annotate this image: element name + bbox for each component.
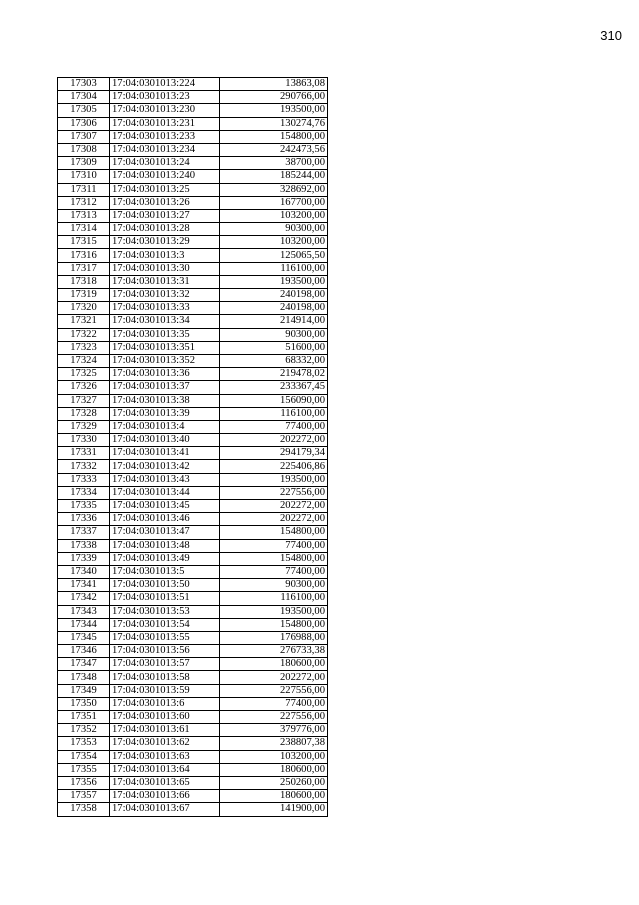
page-number: 310 bbox=[600, 28, 622, 43]
row-number: 17332 bbox=[58, 460, 110, 473]
row-number: 17321 bbox=[58, 315, 110, 328]
row-number: 17304 bbox=[58, 91, 110, 104]
cadastral-value: 154800,00 bbox=[220, 130, 328, 143]
cadastral-value: 167700,00 bbox=[220, 196, 328, 209]
row-number: 17348 bbox=[58, 671, 110, 684]
row-number: 17312 bbox=[58, 196, 110, 209]
row-number: 17340 bbox=[58, 565, 110, 578]
cadastral-number: 17:04:0301013:58 bbox=[110, 671, 220, 684]
cadastral-value: 240198,00 bbox=[220, 302, 328, 315]
cadastral-number: 17:04:0301013:56 bbox=[110, 645, 220, 658]
cadastral-number: 17:04:0301013:224 bbox=[110, 78, 220, 91]
cadastral-number: 17:04:0301013:63 bbox=[110, 750, 220, 763]
row-number: 17329 bbox=[58, 420, 110, 433]
cadastral-number: 17:04:0301013:233 bbox=[110, 130, 220, 143]
cadastral-value: 141900,00 bbox=[220, 803, 328, 816]
table-row bbox=[58, 671, 328, 684]
cadastral-number: 17:04:0301013:4 bbox=[110, 420, 220, 433]
cadastral-value: 154800,00 bbox=[220, 526, 328, 539]
table-row bbox=[58, 473, 328, 486]
cadastral-number: 17:04:0301013:35 bbox=[110, 328, 220, 341]
cadastral-number: 17:04:0301013:51 bbox=[110, 592, 220, 605]
cadastral-number: 17:04:0301013:40 bbox=[110, 434, 220, 447]
table-row bbox=[58, 157, 328, 170]
table-row bbox=[58, 737, 328, 750]
table-row bbox=[58, 460, 328, 473]
cadastral-number: 17:04:0301013:26 bbox=[110, 196, 220, 209]
row-number: 17345 bbox=[58, 631, 110, 644]
row-number: 17331 bbox=[58, 447, 110, 460]
row-number: 17318 bbox=[58, 275, 110, 288]
table-row bbox=[58, 631, 328, 644]
table-row bbox=[58, 91, 328, 104]
table-row bbox=[58, 104, 328, 117]
cadastral-number: 17:04:0301013:6 bbox=[110, 697, 220, 710]
cadastral-number: 17:04:0301013:43 bbox=[110, 473, 220, 486]
cadastral-value: 125065,50 bbox=[220, 249, 328, 262]
cadastral-value: 233367,45 bbox=[220, 381, 328, 394]
cadastral-value: 154800,00 bbox=[220, 552, 328, 565]
table-row bbox=[58, 750, 328, 763]
row-number: 17354 bbox=[58, 750, 110, 763]
row-number: 17344 bbox=[58, 618, 110, 631]
row-number: 17346 bbox=[58, 645, 110, 658]
table-row bbox=[58, 394, 328, 407]
cadastral-number: 17:04:0301013:37 bbox=[110, 381, 220, 394]
cadastral-number: 17:04:0301013:57 bbox=[110, 658, 220, 671]
table-row bbox=[58, 434, 328, 447]
table-row bbox=[58, 565, 328, 578]
row-number: 17349 bbox=[58, 684, 110, 697]
cadastral-number: 17:04:0301013:36 bbox=[110, 368, 220, 381]
table-row bbox=[58, 658, 328, 671]
cadastral-value: 90300,00 bbox=[220, 223, 328, 236]
table-row bbox=[58, 196, 328, 209]
cadastral-number: 17:04:0301013:5 bbox=[110, 565, 220, 578]
cadastral-number: 17:04:0301013:66 bbox=[110, 790, 220, 803]
table-row bbox=[58, 170, 328, 183]
table-row bbox=[58, 354, 328, 367]
cadastral-number: 17:04:0301013:50 bbox=[110, 579, 220, 592]
row-number: 17333 bbox=[58, 473, 110, 486]
cadastral-number: 17:04:0301013:3 bbox=[110, 249, 220, 262]
table-row bbox=[58, 724, 328, 737]
table-row bbox=[58, 803, 328, 816]
table-row bbox=[58, 486, 328, 499]
cadastral-value: 227556,00 bbox=[220, 486, 328, 499]
cadastral-number: 17:04:0301013:29 bbox=[110, 236, 220, 249]
cadastral-value: 176988,00 bbox=[220, 631, 328, 644]
row-number: 17315 bbox=[58, 236, 110, 249]
table-row bbox=[58, 579, 328, 592]
cadastral-value: 250260,00 bbox=[220, 776, 328, 789]
table-row bbox=[58, 407, 328, 420]
row-number: 17314 bbox=[58, 223, 110, 236]
cadastral-number: 17:04:0301013:44 bbox=[110, 486, 220, 499]
cadastral-number: 17:04:0301013:46 bbox=[110, 513, 220, 526]
cadastral-value: 202272,00 bbox=[220, 671, 328, 684]
cadastral-value: 154800,00 bbox=[220, 618, 328, 631]
cadastral-value: 77400,00 bbox=[220, 420, 328, 433]
cadastral-number: 17:04:0301013:351 bbox=[110, 341, 220, 354]
cadastral-value: 193500,00 bbox=[220, 605, 328, 618]
cadastral-number: 17:04:0301013:234 bbox=[110, 143, 220, 156]
table-row bbox=[58, 500, 328, 513]
cadastral-number: 17:04:0301013:34 bbox=[110, 315, 220, 328]
row-number: 17324 bbox=[58, 354, 110, 367]
cadastral-number: 17:04:0301013:27 bbox=[110, 209, 220, 222]
row-number: 17342 bbox=[58, 592, 110, 605]
row-number: 17353 bbox=[58, 737, 110, 750]
row-number: 17351 bbox=[58, 711, 110, 724]
cadastral-value: 328692,00 bbox=[220, 183, 328, 196]
row-number: 17311 bbox=[58, 183, 110, 196]
cadastral-value: 227556,00 bbox=[220, 711, 328, 724]
cadastral-number: 17:04:0301013:42 bbox=[110, 460, 220, 473]
cadastral-value: 68332,00 bbox=[220, 354, 328, 367]
table-row bbox=[58, 763, 328, 776]
cadastral-value: 130274,76 bbox=[220, 117, 328, 130]
cadastral-number: 17:04:0301013:61 bbox=[110, 724, 220, 737]
cadastral-number: 17:04:0301013:64 bbox=[110, 763, 220, 776]
table-row bbox=[58, 262, 328, 275]
row-number: 17352 bbox=[58, 724, 110, 737]
cadastral-number: 17:04:0301013:31 bbox=[110, 275, 220, 288]
cadastral-number: 17:04:0301013:65 bbox=[110, 776, 220, 789]
cadastral-value: 202272,00 bbox=[220, 434, 328, 447]
row-number: 17339 bbox=[58, 552, 110, 565]
cadastral-value: 180600,00 bbox=[220, 658, 328, 671]
cadastral-value: 294179,34 bbox=[220, 447, 328, 460]
table-row bbox=[58, 143, 328, 156]
cadastral-value: 193500,00 bbox=[220, 473, 328, 486]
cadastral-value: 180600,00 bbox=[220, 790, 328, 803]
row-number: 17343 bbox=[58, 605, 110, 618]
cadastral-number: 17:04:0301013:49 bbox=[110, 552, 220, 565]
cadastral-value: 90300,00 bbox=[220, 579, 328, 592]
table-row bbox=[58, 790, 328, 803]
cadastral-number: 17:04:0301013:28 bbox=[110, 223, 220, 236]
cadastral-number: 17:04:0301013:62 bbox=[110, 737, 220, 750]
row-number: 17347 bbox=[58, 658, 110, 671]
cadastral-value: 51600,00 bbox=[220, 341, 328, 354]
row-number: 17330 bbox=[58, 434, 110, 447]
cadastral-value: 103200,00 bbox=[220, 209, 328, 222]
row-number: 17303 bbox=[58, 78, 110, 91]
cadastral-value: 13863,08 bbox=[220, 78, 328, 91]
cadastral-value: 290766,00 bbox=[220, 91, 328, 104]
cadastral-value: 225406,86 bbox=[220, 460, 328, 473]
table-row bbox=[58, 275, 328, 288]
table-row bbox=[58, 183, 328, 196]
table-row bbox=[58, 697, 328, 710]
row-number: 17310 bbox=[58, 170, 110, 183]
cadastral-value: 276733,38 bbox=[220, 645, 328, 658]
cadastral-number: 17:04:0301013:47 bbox=[110, 526, 220, 539]
row-number: 17325 bbox=[58, 368, 110, 381]
row-number: 17350 bbox=[58, 697, 110, 710]
cadastral-number: 17:04:0301013:41 bbox=[110, 447, 220, 460]
row-number: 17309 bbox=[58, 157, 110, 170]
table-row bbox=[58, 539, 328, 552]
table-row bbox=[58, 368, 328, 381]
table-row bbox=[58, 684, 328, 697]
row-number: 17327 bbox=[58, 394, 110, 407]
row-number: 17323 bbox=[58, 341, 110, 354]
cadastral-number: 17:04:0301013:59 bbox=[110, 684, 220, 697]
row-number: 17319 bbox=[58, 289, 110, 302]
cadastral-value: 227556,00 bbox=[220, 684, 328, 697]
table-body bbox=[58, 78, 328, 817]
table-row bbox=[58, 315, 328, 328]
cadastral-number: 17:04:0301013:39 bbox=[110, 407, 220, 420]
row-number: 17336 bbox=[58, 513, 110, 526]
cadastral-value: 38700,00 bbox=[220, 157, 328, 170]
table-row bbox=[58, 302, 328, 315]
cadastral-number: 17:04:0301013:38 bbox=[110, 394, 220, 407]
row-number: 17317 bbox=[58, 262, 110, 275]
cadastral-number: 17:04:0301013:25 bbox=[110, 183, 220, 196]
row-number: 17357 bbox=[58, 790, 110, 803]
cadastral-value: 116100,00 bbox=[220, 262, 328, 275]
table-row bbox=[58, 526, 328, 539]
cadastral-value: 77400,00 bbox=[220, 697, 328, 710]
cadastral-value: 103200,00 bbox=[220, 750, 328, 763]
table-row bbox=[58, 117, 328, 130]
cadastral-value: 185244,00 bbox=[220, 170, 328, 183]
cadastral-value: 193500,00 bbox=[220, 275, 328, 288]
cadastral-value: 180600,00 bbox=[220, 763, 328, 776]
cadastral-value: 202272,00 bbox=[220, 513, 328, 526]
row-number: 17341 bbox=[58, 579, 110, 592]
row-number: 17328 bbox=[58, 407, 110, 420]
cadastral-number: 17:04:0301013:54 bbox=[110, 618, 220, 631]
row-number: 17335 bbox=[58, 500, 110, 513]
table-row bbox=[58, 711, 328, 724]
cadastral-value: 156090,00 bbox=[220, 394, 328, 407]
cadastral-number: 17:04:0301013:230 bbox=[110, 104, 220, 117]
table-row bbox=[58, 236, 328, 249]
row-number: 17358 bbox=[58, 803, 110, 816]
cadastral-number: 17:04:0301013:67 bbox=[110, 803, 220, 816]
row-number: 17320 bbox=[58, 302, 110, 315]
cadastral-number: 17:04:0301013:24 bbox=[110, 157, 220, 170]
cadastral-number: 17:04:0301013:53 bbox=[110, 605, 220, 618]
row-number: 17338 bbox=[58, 539, 110, 552]
table-row bbox=[58, 341, 328, 354]
table-row bbox=[58, 513, 328, 526]
table-row bbox=[58, 130, 328, 143]
cadastral-value: 116100,00 bbox=[220, 592, 328, 605]
row-number: 17313 bbox=[58, 209, 110, 222]
table-row bbox=[58, 420, 328, 433]
row-number: 17308 bbox=[58, 143, 110, 156]
table-row bbox=[58, 289, 328, 302]
cadastral-value: 240198,00 bbox=[220, 289, 328, 302]
table-row bbox=[58, 381, 328, 394]
cadastral-value-table bbox=[57, 77, 328, 817]
row-number: 17337 bbox=[58, 526, 110, 539]
cadastral-value: 116100,00 bbox=[220, 407, 328, 420]
cadastral-number: 17:04:0301013:240 bbox=[110, 170, 220, 183]
cadastral-number: 17:04:0301013:33 bbox=[110, 302, 220, 315]
table-row bbox=[58, 249, 328, 262]
table-row bbox=[58, 605, 328, 618]
table-row bbox=[58, 447, 328, 460]
table-row bbox=[58, 592, 328, 605]
cadastral-value: 219478,02 bbox=[220, 368, 328, 381]
cadastral-value: 214914,00 bbox=[220, 315, 328, 328]
table-row bbox=[58, 645, 328, 658]
cadastral-number: 17:04:0301013:23 bbox=[110, 91, 220, 104]
cadastral-number: 17:04:0301013:60 bbox=[110, 711, 220, 724]
cadastral-number: 17:04:0301013:48 bbox=[110, 539, 220, 552]
table-row bbox=[58, 223, 328, 236]
cadastral-value: 90300,00 bbox=[220, 328, 328, 341]
cadastral-number: 17:04:0301013:45 bbox=[110, 500, 220, 513]
row-number: 17326 bbox=[58, 381, 110, 394]
row-number: 17355 bbox=[58, 763, 110, 776]
table-row bbox=[58, 776, 328, 789]
cadastral-value: 242473,56 bbox=[220, 143, 328, 156]
cadastral-number: 17:04:0301013:352 bbox=[110, 354, 220, 367]
cadastral-number: 17:04:0301013:32 bbox=[110, 289, 220, 302]
cadastral-number: 17:04:0301013:231 bbox=[110, 117, 220, 130]
cadastral-value: 193500,00 bbox=[220, 104, 328, 117]
cadastral-number: 17:04:0301013:55 bbox=[110, 631, 220, 644]
table-row bbox=[58, 618, 328, 631]
cadastral-value: 202272,00 bbox=[220, 500, 328, 513]
cadastral-number: 17:04:0301013:30 bbox=[110, 262, 220, 275]
row-number: 17316 bbox=[58, 249, 110, 262]
table-row bbox=[58, 552, 328, 565]
table-row bbox=[58, 328, 328, 341]
table-row bbox=[58, 78, 328, 91]
cadastral-value: 238807,38 bbox=[220, 737, 328, 750]
cadastral-value: 379776,00 bbox=[220, 724, 328, 737]
row-number: 17322 bbox=[58, 328, 110, 341]
row-number: 17356 bbox=[58, 776, 110, 789]
row-number: 17306 bbox=[58, 117, 110, 130]
cadastral-value: 77400,00 bbox=[220, 565, 328, 578]
table-row bbox=[58, 209, 328, 222]
cadastral-value: 77400,00 bbox=[220, 539, 328, 552]
row-number: 17307 bbox=[58, 130, 110, 143]
row-number: 17305 bbox=[58, 104, 110, 117]
row-number: 17334 bbox=[58, 486, 110, 499]
cadastral-value: 103200,00 bbox=[220, 236, 328, 249]
